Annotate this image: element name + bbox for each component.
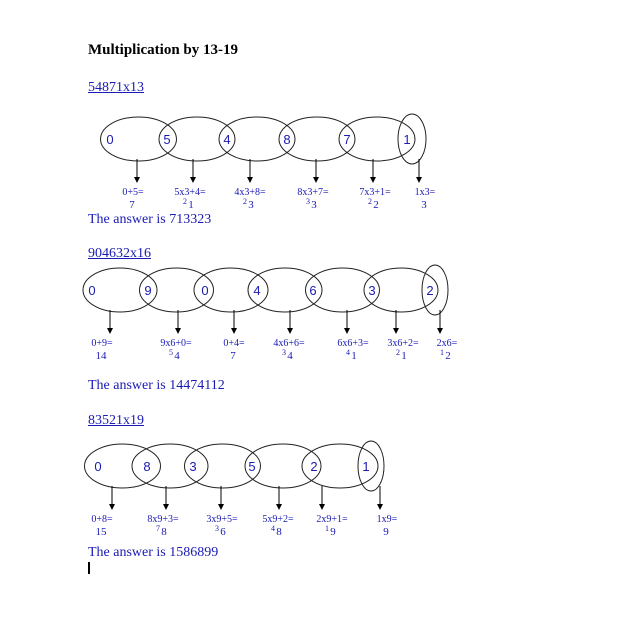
- step-result: 14: [95, 350, 107, 362]
- arrow-head: [319, 504, 325, 510]
- arrow-head: [107, 328, 113, 334]
- step-result: 6: [220, 526, 226, 538]
- step-carry: 3: [306, 197, 310, 206]
- answer-text: The answer is 713323: [88, 212, 212, 227]
- digit-label: 8: [283, 132, 291, 147]
- step-carry: 3: [282, 348, 286, 357]
- problem-heading[interactable]: 83521x19: [88, 413, 144, 428]
- step-expression: 1x9=: [376, 514, 398, 525]
- step-expression: 0+5=: [122, 187, 144, 198]
- step-carry: 2: [368, 197, 372, 206]
- digit-label: 0: [94, 459, 102, 474]
- digit-label: 8: [143, 459, 151, 474]
- step-carry: 1: [325, 524, 329, 533]
- problem-section: [0, 80, 625, 240]
- step-expression: 3x6+2=: [387, 338, 419, 349]
- problem-section: [0, 413, 625, 573]
- digit-label: 6: [309, 283, 317, 298]
- arrow-head: [287, 328, 293, 334]
- step-expression: 0+9=: [91, 338, 113, 349]
- step-result: 2: [373, 199, 379, 211]
- oval-diagram: [0, 246, 625, 386]
- step-result: 3: [311, 199, 317, 211]
- digit-label: 1: [403, 132, 411, 147]
- step-expression: 4x6+6=: [273, 338, 305, 349]
- arrow-head: [437, 328, 443, 334]
- step-carry: 5: [169, 348, 173, 357]
- text-cursor: [88, 562, 90, 574]
- step-result: 9: [383, 526, 389, 538]
- problem-section: [0, 246, 625, 406]
- step-result: 4: [174, 350, 180, 362]
- step-expression: 0+8=: [91, 514, 113, 525]
- step-expression: 5x9+2=: [262, 514, 294, 525]
- step-expression: 2x9+1=: [316, 514, 348, 525]
- problem-heading[interactable]: 54871x13: [88, 80, 144, 95]
- arrow-head: [231, 328, 237, 334]
- arrow-head: [416, 177, 422, 183]
- problem-heading[interactable]: 904632x16: [88, 246, 151, 261]
- digit-label: 2: [310, 459, 318, 474]
- step-carry: 7: [156, 524, 160, 533]
- step-expression: 1x3=: [414, 187, 436, 198]
- arrow-head: [247, 177, 253, 183]
- digit-label: 0: [201, 283, 209, 298]
- digit-label: 5: [248, 459, 256, 474]
- arrow-head: [393, 328, 399, 334]
- answer-text: The answer is 1586899: [88, 545, 219, 560]
- step-result: 8: [161, 526, 167, 538]
- digit-label: 5: [163, 132, 171, 147]
- step-carry: 2: [396, 348, 400, 357]
- step-carry: 1: [440, 348, 444, 357]
- step-expression: 5x3+4=: [174, 187, 206, 198]
- step-result: 4: [287, 350, 293, 362]
- arrow-head: [276, 504, 282, 510]
- step-result: 1: [401, 350, 407, 362]
- step-result: 1: [351, 350, 357, 362]
- step-expression: 2x6=: [436, 338, 458, 349]
- step-result: 2: [445, 350, 451, 362]
- arrow-head: [163, 504, 169, 510]
- digit-label: 1: [362, 459, 370, 474]
- step-result: 3: [421, 199, 427, 211]
- digit-label: 4: [223, 132, 231, 147]
- digit-label: 3: [189, 459, 197, 474]
- arrow-head: [175, 328, 181, 334]
- digit-label: 4: [253, 283, 261, 298]
- step-expression: 0+4=: [223, 338, 245, 349]
- digit-label: 9: [144, 283, 152, 298]
- step-carry: 2: [243, 197, 247, 206]
- step-carry: 2: [183, 197, 187, 206]
- arrow-head: [109, 504, 115, 510]
- digit-label: 2: [426, 283, 434, 298]
- step-expression: 8x9+3=: [147, 514, 179, 525]
- step-result: 8: [276, 526, 282, 538]
- step-expression: 9x6+0=: [160, 338, 192, 349]
- step-carry: 3: [215, 524, 219, 533]
- step-result: 7: [129, 199, 135, 211]
- arrow-head: [344, 328, 350, 334]
- step-carry: 4: [346, 348, 350, 357]
- step-result: 15: [95, 526, 107, 538]
- step-expression: 8x3+7=: [297, 187, 329, 198]
- step-expression: 4x3+8=: [234, 187, 266, 198]
- step-result: 1: [188, 199, 194, 211]
- step-result: 3: [248, 199, 254, 211]
- answer-text: The answer is 14474112: [88, 378, 225, 393]
- step-result: 9: [330, 526, 336, 538]
- digit-label: 7: [343, 132, 351, 147]
- arrow-head: [190, 177, 196, 183]
- last-digit-oval: [398, 114, 426, 164]
- arrow-head: [370, 177, 376, 183]
- step-expression: 6x6+3=: [337, 338, 369, 349]
- step-expression: 3x9+5=: [206, 514, 238, 525]
- digit-label: 0: [106, 132, 114, 147]
- oval-diagram: [0, 80, 625, 220]
- page-title: Multiplication by 13-19: [88, 42, 239, 58]
- arrow-head: [313, 177, 319, 183]
- arrow-head: [134, 177, 140, 183]
- digit-label: 3: [368, 283, 376, 298]
- step-expression: 7x3+1=: [359, 187, 391, 198]
- arrow-head: [218, 504, 224, 510]
- step-result: 7: [230, 350, 236, 362]
- digit-label: 0: [88, 283, 96, 298]
- arrow-head: [377, 504, 383, 510]
- step-carry: 4: [271, 524, 275, 533]
- oval-diagram: [0, 413, 625, 553]
